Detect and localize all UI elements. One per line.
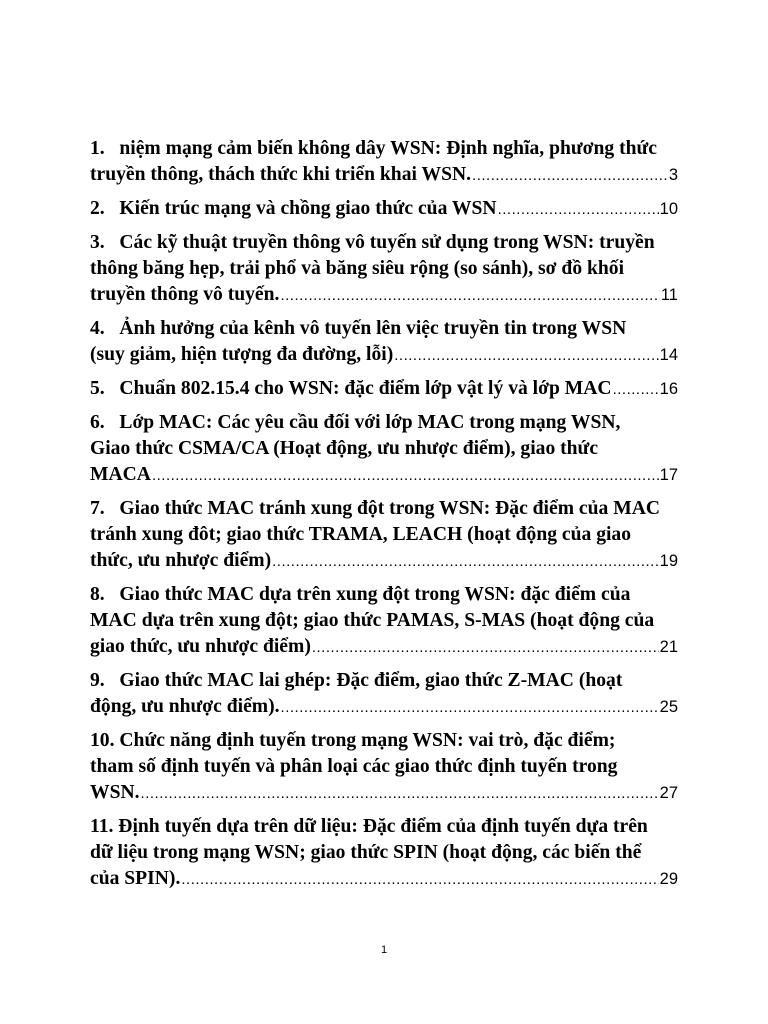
toc-entry-title: MACA <box>90 464 151 485</box>
toc-leader-dots <box>472 163 668 189</box>
toc-entry[interactable] <box>90 316 678 369</box>
toc-entry-last-line <box>90 634 678 661</box>
toc-entry-line: 9. Giao thức MAC lai ghép: Đặc điểm, giao thức Z-MAC (hoạt <box>90 670 623 691</box>
toc-leader-dots <box>498 197 659 223</box>
toc-leader-dots <box>181 867 658 893</box>
toc-entry-line: tránh xung đôt; giao thức TRAMA, LEACH (hoạt động của giao <box>90 524 632 545</box>
toc-page-number: 21 <box>659 638 678 656</box>
toc-entry-last-line <box>90 694 678 721</box>
toc-entry[interactable] <box>90 668 678 721</box>
toc-entry[interactable] <box>90 728 678 807</box>
toc-page-number: 16 <box>659 380 678 398</box>
toc-entry-last-line <box>90 866 678 893</box>
toc-entry[interactable] <box>90 230 678 309</box>
toc-leader-dots <box>312 635 659 661</box>
toc-entry-line: 8. Giao thức MAC dựa trên xung đột trong WSN: đặc điểm của <box>90 584 631 605</box>
toc-leader-dots <box>281 695 659 721</box>
toc-entry-last-line <box>90 780 678 807</box>
toc-entry-line: 6. Lớp MAC: Các yêu cầu đối với lớp MAC trong mạng WSN, <box>90 412 621 433</box>
toc-entry-title: 2. Kiến trúc mạng và chồng giao thức của WSN <box>90 198 497 219</box>
toc-entry-title: WSN. <box>90 782 140 803</box>
toc-entry-last-line <box>90 548 678 575</box>
toc-entry[interactable] <box>90 582 678 661</box>
toc-page-number: 29 <box>659 870 678 888</box>
toc-entry-title: thức, ưu nhược điểm) <box>90 550 272 571</box>
toc-entry-last-line <box>90 282 678 309</box>
toc-entry-last-line <box>90 196 678 223</box>
toc-entry-title: truyền thông vô tuyến. <box>90 284 280 305</box>
toc-leader-dots <box>141 781 659 807</box>
toc-entry-line: 4. Ảnh hưởng của kênh vô tuyến lên việc truyền tin trong WSN <box>90 318 627 339</box>
toc-page-number: 19 <box>659 552 678 570</box>
toc-entry-line: 7. Giao thức MAC tránh xung đột trong WSN: Đặc điểm của MAC <box>90 498 660 519</box>
toc-entry[interactable] <box>90 814 678 893</box>
toc-entry-title: động, ưu nhược điểm). <box>90 696 280 717</box>
toc-page-number: 10 <box>659 200 678 218</box>
toc-leader-dots <box>394 343 658 369</box>
toc-entry-last-line <box>90 342 678 369</box>
toc-entry-line: dữ liệu trong mạng WSN; giao thức SPIN (hoạt động, các biến thể <box>90 842 642 863</box>
toc-entry-last-line <box>90 462 678 489</box>
toc-entry-last-line <box>90 376 678 403</box>
toc-leader-dots <box>613 377 659 403</box>
table-of-contents <box>90 136 678 900</box>
toc-entry-line: MAC dựa trên xung đột; giao thức PAMAS, S-MAS (hoạt động của <box>90 610 655 631</box>
toc-entry[interactable] <box>90 496 678 575</box>
toc-entry-line: Giao thức CSMA/CA (Hoạt động, ưu nhược điểm), giao thức <box>90 438 599 459</box>
toc-entry-line: 1. niệm mạng cảm biến không dây WSN: Định nghĩa, phương thức <box>90 138 657 159</box>
toc-entry-line: 11. Định tuyến dựa trên dữ liệu: Đặc điểm của định tuyến dựa trên <box>90 816 648 837</box>
toc-entry-title: của SPIN). <box>90 868 181 889</box>
toc-entry-line: thông băng hẹp, trải phổ và băng siêu rộng (so sánh), sơ đồ khối <box>90 258 625 279</box>
toc-entry[interactable] <box>90 136 678 189</box>
toc-entry-last-line <box>90 162 678 189</box>
toc-leader-dots <box>272 549 659 575</box>
toc-entry[interactable] <box>90 196 678 223</box>
toc-leader-dots <box>152 463 659 489</box>
toc-page-number: 3 <box>668 166 678 184</box>
toc-page-number: 25 <box>659 698 678 716</box>
toc-entry[interactable] <box>90 376 678 403</box>
toc-entry-line: tham số định tuyến và phân loại các giao thức định tuyến trong <box>90 756 618 777</box>
toc-entry-title: truyền thông, thách thức khi triển khai WSN. <box>90 164 472 185</box>
toc-entry-line: 10. Chức năng định tuyến trong mạng WSN: vai trò, đặc điểm; <box>90 730 616 751</box>
toc-page-number: 27 <box>659 784 678 802</box>
toc-page-number: 11 <box>660 286 678 304</box>
toc-entry[interactable] <box>90 410 678 489</box>
page-number: 1 <box>380 944 388 956</box>
toc-entry-title: (suy giảm, hiện tượng đa đường, lỗi) <box>90 344 394 365</box>
toc-leader-dots <box>280 283 659 309</box>
toc-entry-title: giao thức, ưu nhược điểm) <box>90 636 311 657</box>
toc-page-number: 17 <box>659 466 678 484</box>
toc-entry-title: 5. Chuẩn 802.15.4 cho WSN: đặc điểm lớp vật lý và lớp MAC <box>90 378 612 399</box>
toc-entry-line: 3. Các kỹ thuật truyền thông vô tuyến sử dụng trong WSN: truyền <box>90 232 655 253</box>
toc-page-number: 14 <box>659 346 678 364</box>
